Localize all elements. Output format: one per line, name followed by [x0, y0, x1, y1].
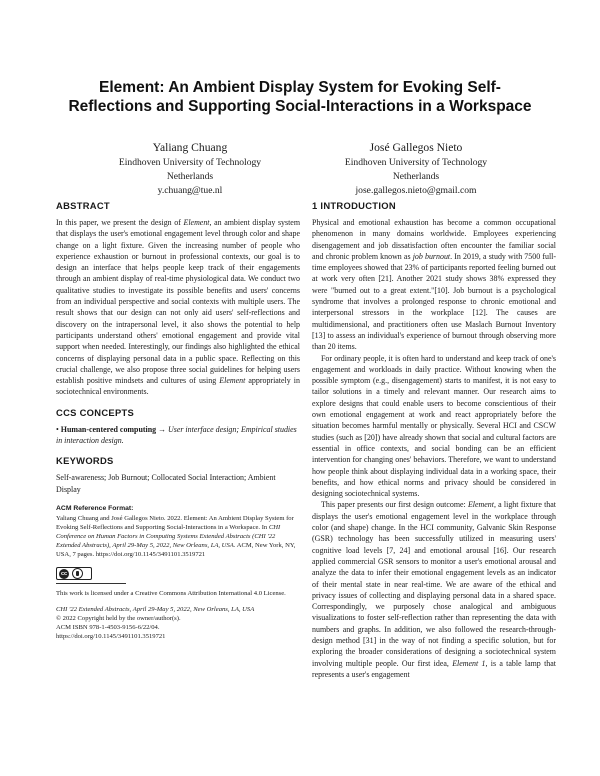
author-email[interactable]: y.chuang@tue.nl — [157, 185, 223, 197]
acm-reference-heading: ACM Reference Format: — [56, 504, 134, 512]
ccs-heading: CCS CONCEPTS — [56, 406, 135, 418]
intro-paragraph-2: For ordinary people, it is often hard to understand and keep track of one's engagement and workloads in daily practice. Without knowing when the possible symptom (e.g., disengagement) starts to manifest, it is not easy to tailor solutions in a timely and relevant manner. Our research aims to explore designs that could enable users to become conscientious of their own emotional engagement at work and react appropriately before the situation becomes harmful mentally or physically. Several HCI and CSCW studies (such as [20]) have already shown that social and cultural factors are essential in office contexts, and social bonding can be an efficient intervention for changing ones' behaviors. Therefore, we want to understand how people think about displaying individual data in a working space, their benefits, and how ethical norms and privacy should be considered in designing sociotechnical systems. — [312, 353, 556, 499]
abstract-heading: ABSTRACT — [56, 200, 110, 211]
keywords-text: Self-awareness; Job Burnout; Collocated Social Interaction; Ambient Display — [56, 473, 276, 494]
acm-reference-text: Yaliang Chuang and José Gallegos Nieto. 2022. Element: An Ambient Display System for Evoking Self-Reflections and Supporting Social-Interactions in a Workspace. In CHI Conference on Human Factors in Computing Systems Extended Abstracts (CHI '22 Extended Abstracts), April 29-May 5, 2022, New Orleans, LA, USA. ACM, New York, NY, USA, 7 pages. https://doi.org/10.1145/3491101.3519721 — [56, 514, 296, 559]
cc-license-badge[interactable] — [56, 567, 300, 580]
footer-venue: CHI '22 Extended Abstracts, April 29-May 5, 2022, New Orleans, LA, USA — [56, 605, 255, 613]
footer-copyright: © 2022 Copyright held by the owner/author(s). — [56, 614, 181, 622]
attribution-icon — [72, 568, 83, 579]
right-column — [312, 200, 556, 680]
license-text: This work is licensed under a Creative Commons Attribution International 4.0 License. — [56, 590, 286, 598]
author-affiliation: Eindhoven University of Technology — [344, 157, 488, 168]
cc-icon: cc — [60, 570, 68, 577]
divider — [56, 583, 126, 584]
author-email[interactable]: jose.gallegos.nieto@gmail.com — [355, 185, 477, 197]
paper-title: Element: An Ambient Display System for Evoking Self-Reflections and Supporting Social-Interactions in a Workspace — [68, 79, 532, 115]
author-name: José Gallegos Nieto — [369, 141, 463, 154]
author-name: Yaliang Chuang — [152, 141, 228, 154]
intro-paragraph-1: Physical and emotional exhaustion has become a common occupational phenomenon in many domains worldwide. Employees experiencing disengagement and job dissatisfaction often encounter the familiar social and chronic problem known as job burnout. In 2019, a study with 7500 full-time employees showed that 23% of participants reported feeling burned out at work very often [21]. Another 2021 study shows 38% expressed they were "burned out to a great extent."[10]. Job burnout is a psychological syndrome that involves a prolonged response to chronic emotional and interpersonal stressors in the workplace [12]. The causes are multidimensional, and practitioners often use Maslach Burnout Inventory [13] to assess an individual's experience of burnout through observing more than 20 items. — [312, 218, 556, 352]
footer-isbn: ACM ISBN 978-1-4503-9156-6/22/04. — [56, 623, 160, 631]
intro-paragraph-3: This paper presents our first design outcome: Element, a light fixture that displays the user's emotional engagement level in the workplace through color (and shape) change. In the HCI community, Galvanic Skin Response (GSR) technology has been successfully utilized in measuring users' cognitive load levels [7, 24] and emotional arousal [16]. Our research applied commercial GSR sensors to monitor a user's emotional arousal and analyze the data to infer their emotional engagement levels as an indicator of their mental state in near real-time. We are aware of the ethical and privacy issues of collecting and displaying personal data in a shared space. Correspondingly, we purposely chose analogical and ambiguous visualizations to foster self-reflection rather than representing the data with numbers and graphs. In addition, we also followed the research-through-design method [31] in the way of not finding a specific solution, but for exploring the broader considerations of designing a sociotechnical system involving multiple people. Our first idea, Element 1, is a table lamp that represents a user's engagement — [312, 500, 556, 679]
abstract-text: In this paper, we present the design of Element, an ambient display system that displays the user's emotional engagement level through color and shape change on a light fixture. Given the increasing number of people who experience exhaustion or burnout in professional contexts, our goal is to design an interface that helps people keep track of their engagements through an ambient display of real-time physiological data. We conduct two qualitative studies to investigate its possible benefits and users' concerns from an individual perspective and social contexts with multiple users. The result shows that our design can not only aid users' self-reflections and discovery on the intrapersonal level, it also shows the potential to help participants understand others' emotional engagement and provide vital support when needed. Interestingly, our findings also highlighted the ethical concerns of displaying personal data in a public space. Reflecting on this crucial challenge, we also propose three social guidelines for helping users establish positive mindsets and cultures of using Element appropriately in sociotechnical environments. — [56, 218, 300, 397]
left-column — [56, 200, 300, 641]
introduction-heading: 1 INTRODUCTION — [312, 200, 396, 211]
author-2 — [306, 140, 526, 199]
author-country: Netherlands — [166, 171, 214, 183]
ccs-text: • Human-centered computing → User interface design; Empirical studies in interaction design. — [56, 424, 297, 446]
author-1 — [80, 140, 300, 199]
footer-doi[interactable]: https://doi.org/10.1145/3491101.3519721 — [56, 632, 166, 640]
keywords-heading: KEYWORDS — [56, 455, 114, 467]
author-country: Netherlands — [392, 171, 440, 183]
author-affiliation: Eindhoven University of Technology — [118, 157, 262, 168]
